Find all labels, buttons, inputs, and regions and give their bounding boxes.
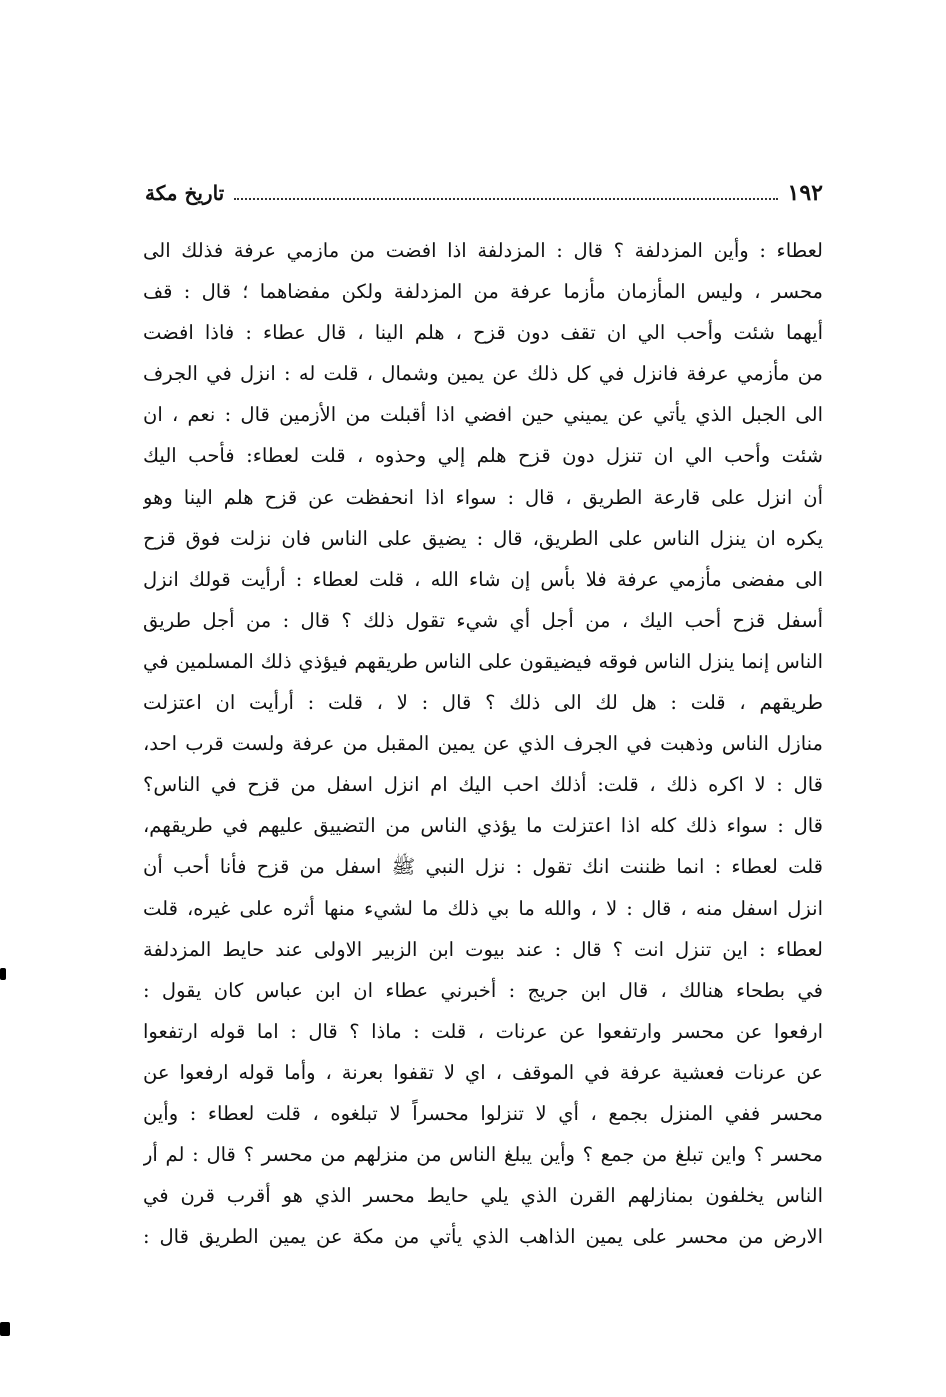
text-line: قال : سواء ذلك كله اذا اعتزلت ما يؤذي الناس من التضييق عليهم في طريقهم،	[143, 814, 823, 838]
text-line: منازل الناس وذهبت في الجرف الذي عن يمين المقبل من عرفة ولست قرب احد،	[143, 732, 823, 756]
text-line: محسر ، وليس المأزمان مأزما عرفة من المزدلفة ولكن مفضاهما ؛ قال : قف	[143, 280, 823, 304]
text-line: الناس يخلفون بمنازلهم القرن الذي يلي حايط محسر الذي هو أقرب قرن في	[143, 1184, 823, 1208]
text-line: طريقهم ، قلت : هل لك الى ذلك ؟ قال : لا ، قلت : أرأيت ان اعتزلت	[143, 691, 823, 715]
text-line: لعطاء : اين تنزل انت ؟ قال : عند بيوت ابن الزبير الاولى عند حايط المزدلفة	[143, 937, 823, 961]
text-line: شئت وأحب الي ان تنزل دون قزح هلم إلي وحذوه ، قلت لعطاء: فأحب اليك	[143, 444, 823, 468]
text-line: أسفل قزح أحب اليك ، من أجل أي شيء تقول ذلك ؟ قال : من أجل طريق	[143, 608, 823, 632]
text-line: الى الجبل الذي يأتي عن يميني حين افضي اذا أقبلت من الأزمين قال : نعم ، ان	[143, 403, 823, 427]
body-text	[143, 230, 823, 1257]
text-line: انزل اسفل منه ، قال : لا ، والله ما بي ذلك ما لشيء منها أثره على غيره، قلت	[143, 896, 823, 920]
text-line: في بطحاء هنالك ، قال ابن جريج : أخبرني عطاء ان ابن عباس كان يقول :	[143, 978, 823, 1002]
running-title: تاريخ مكة	[145, 181, 225, 205]
dotted-leader	[234, 198, 777, 200]
page-number: ١٩٢	[787, 180, 823, 206]
text-line: يكره ان ينزل الناس على الطريق، قال : يضيق على الناس فان نزلت فوق قزح	[143, 526, 823, 550]
text-line: من مأزمي عرفة فانزل في كل ذلك عن يمين وشمال ، قلت له : انزل في الجرف	[143, 362, 823, 386]
text-line: الى مفضى مأزمي عرفة فلا بأس إن شاء الله ، قلت لعطاء : أرأيت قولك انزل	[143, 567, 823, 591]
text-line: قلت لعطاء : انما ظننت انك تقول : نزل النبي ﷺ اسفل من قزح فأنا أحب أن	[143, 855, 823, 879]
page-header	[145, 176, 823, 210]
text-line: قال : لا اكره ذلك ، قلت: أذلك احب اليك ام انزل اسفل من قزح في الناس؟	[143, 773, 823, 797]
text-line: لعطاء : وأين المزدلفة ؟ قال : المزدلفة اذا افضت من مازمي عرفة فذلك الى	[143, 239, 823, 262]
text-line: الارض من محسر على يمين الذاهب الذي يأتي من مكة عن يمين الطريق قال :	[143, 1225, 823, 1249]
text-line: أيهما شئت وأحب الي ان تقف دون قزح ، هلم الينا ، قال عطاء : فاذا افضت	[143, 321, 823, 345]
text-line: عن عرنات فعشية عرفة في الموقف ، اي لا تقفوا بعرنة ، وأما قوله ارفعوا عن	[143, 1060, 823, 1084]
text-line: محسر ؟ واين تبلغ من جمع ؟ وأين يبلغ الناس من منزلهم من محسر ؟ قال : لم أر	[143, 1143, 823, 1167]
text-line: الناس إنما ينزل الناس فوقه فيضيقون على الناس طريقهم فيؤذي ذلك المسلمين في	[143, 649, 823, 673]
text-line: أن انزل على قارعة الطريق ، قال : سواء اذا انحفظت عن قزح هلم الينا وهو	[143, 485, 823, 509]
scan-mark	[0, 1322, 10, 1336]
text-line: ارفعوا عن محسر وارتفعوا عن عرنات ، قلت : ماذا ؟ قال : اما قوله ارتفعوا	[143, 1019, 823, 1043]
text-line: محسر ففي المنزل بجمع ، أي لا تنزلوا محسراً لا تبلغوه ، قلت لعطاء : وأين	[143, 1101, 823, 1125]
scan-mark	[0, 968, 6, 980]
